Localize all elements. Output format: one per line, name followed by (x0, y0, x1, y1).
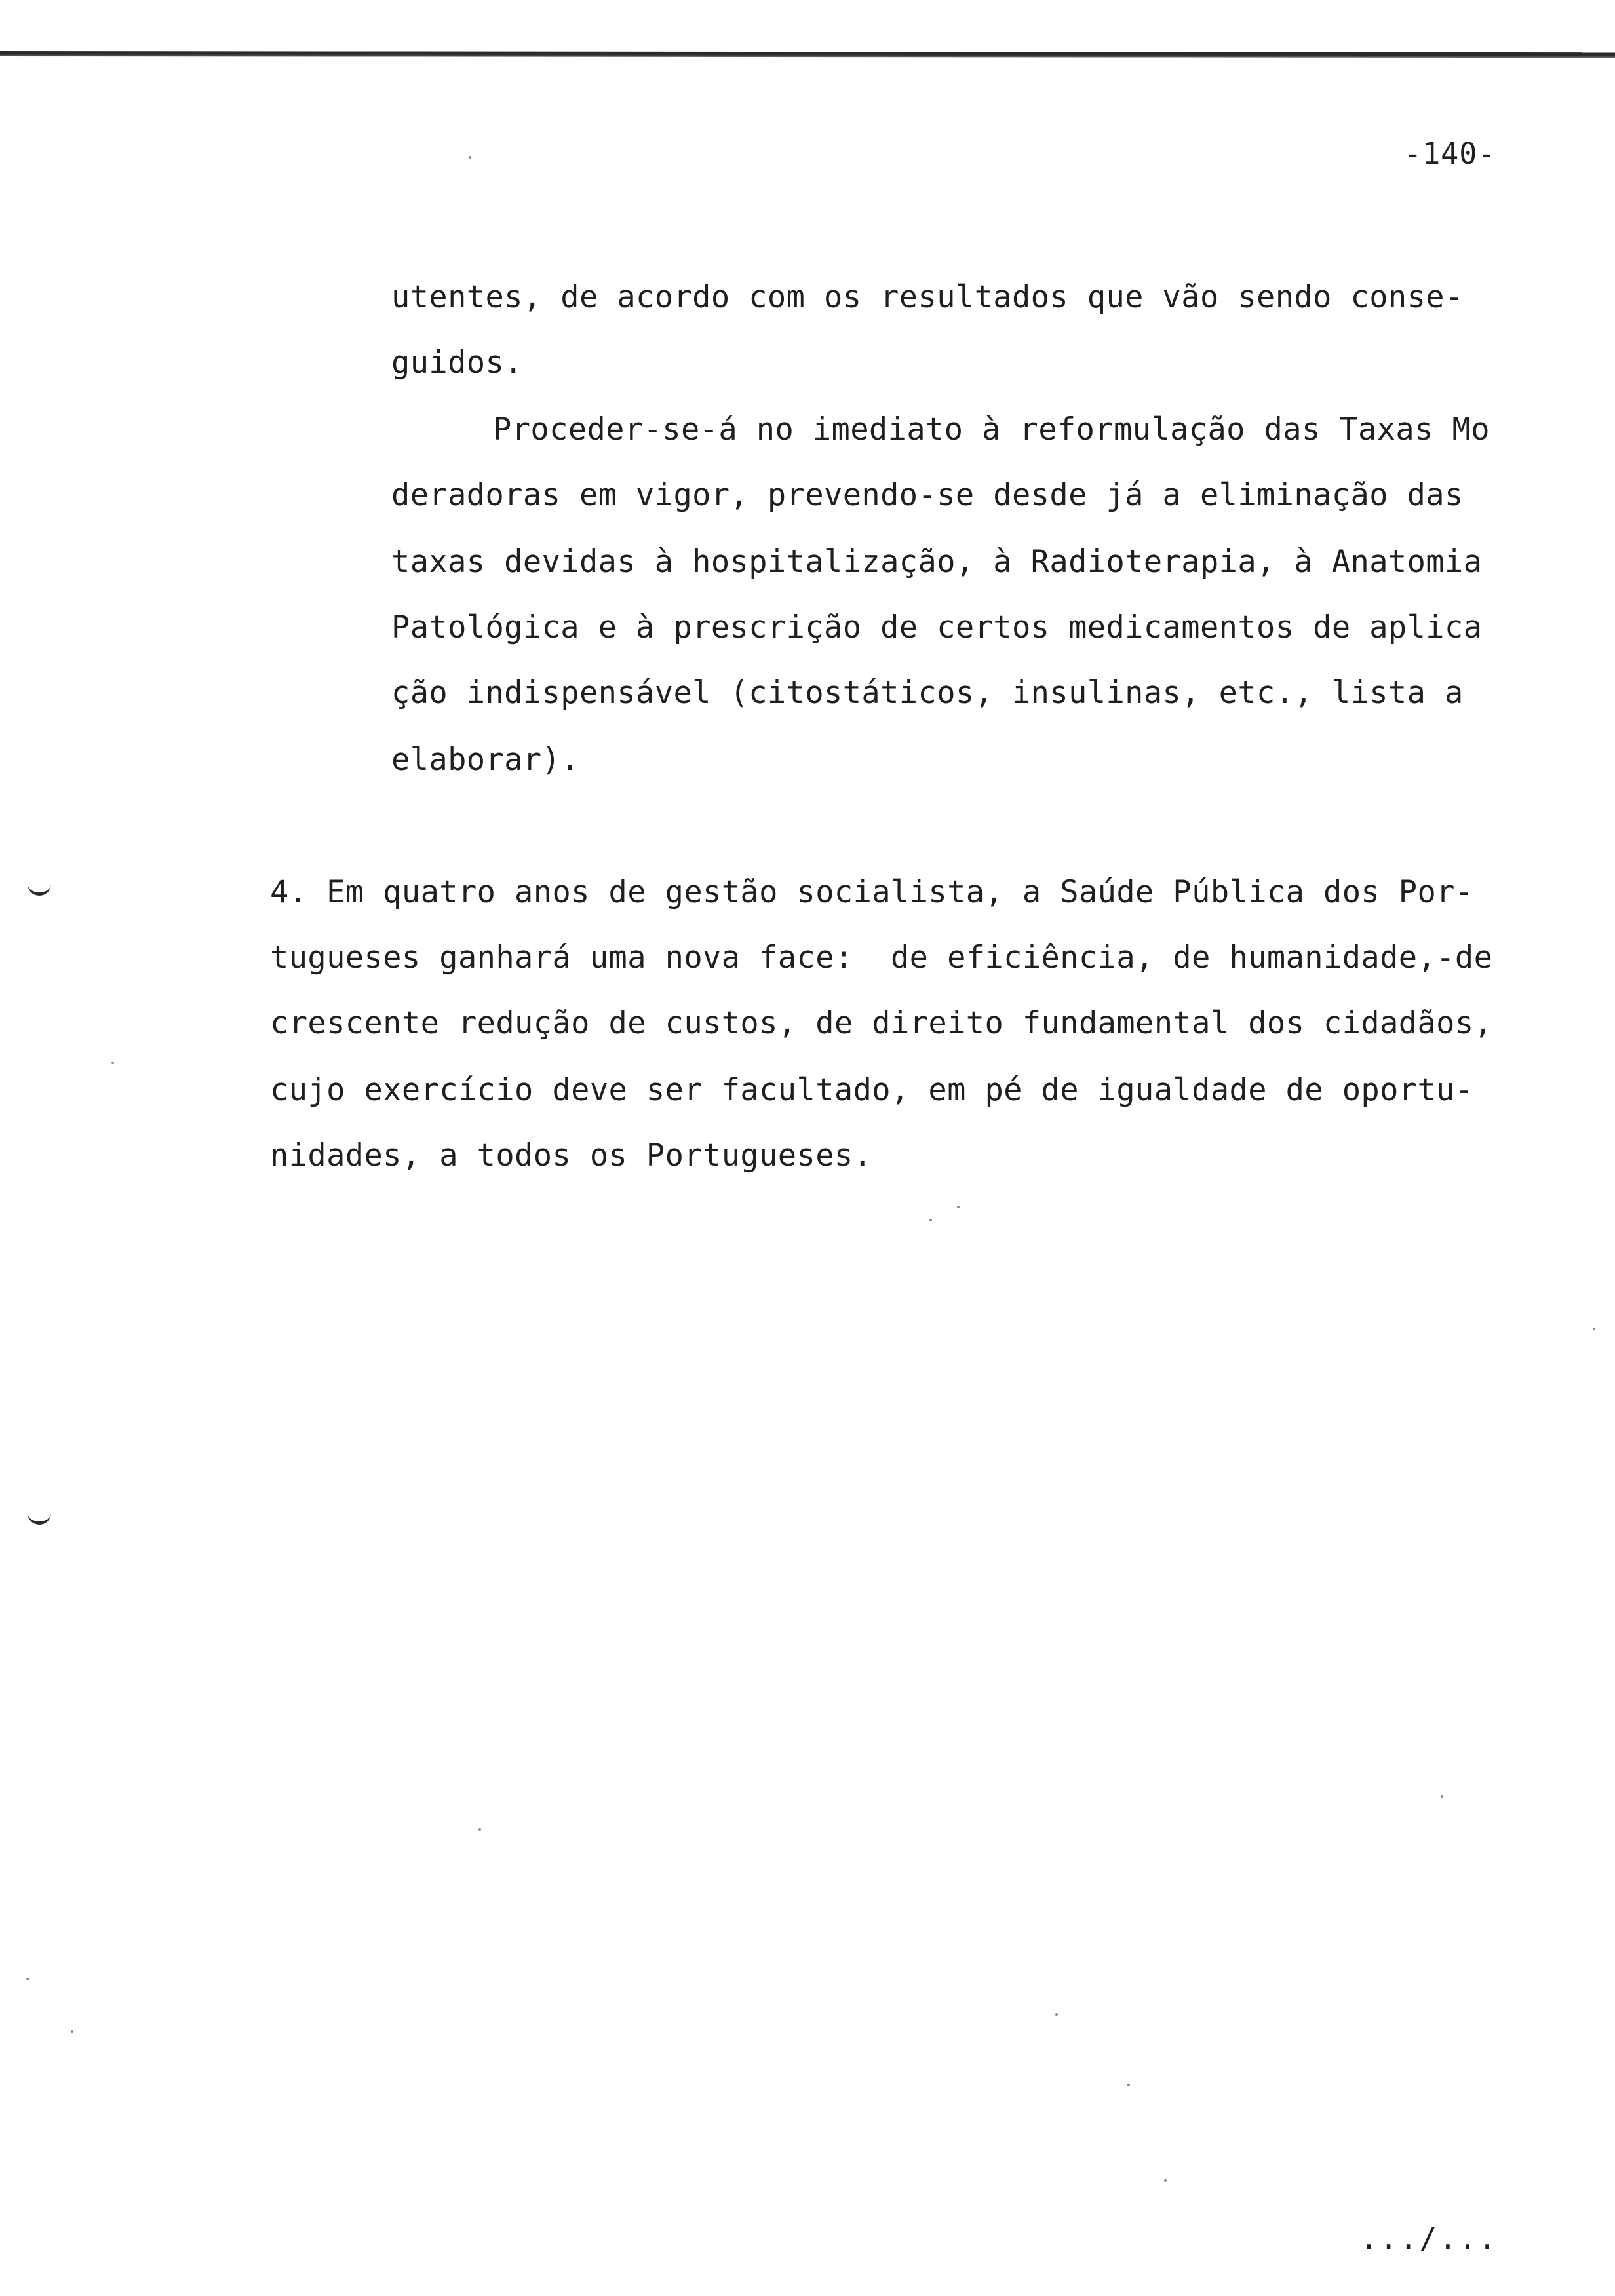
text-line: ção indispensável (citostáticos, insulinas, etc., lista a (391, 675, 1464, 711)
text-line: taxas devidas à hospitalização, à Radioterapia, à Anatomia (391, 544, 1483, 580)
text-line: elaborar). (391, 742, 579, 778)
text-line: crescente redução de custos, de direito fundamental dos cidadãos, (270, 1005, 1493, 1041)
text-line: nidades, a todos os Portugueses. (270, 1138, 872, 1174)
text-line: tugueses ganhará uma nova face: de eficiência, de humanidade,-de (270, 940, 1493, 976)
scan-speck (1441, 1795, 1443, 1798)
top-rule (0, 51, 1615, 58)
scan-speck (1164, 2179, 1167, 2182)
text-line: cujo exercício deve ser facultado, em pé de igualdade de oportu- (270, 1072, 1474, 1108)
text-line: utentes, de acordo com os resultados que vão sendo conse- (391, 279, 1464, 315)
hole-punch-mark (28, 1507, 51, 1525)
hole-punch-mark (28, 878, 51, 896)
text-line: Patológica e à prescrição de certos medicamentos de aplica (391, 609, 1483, 645)
page-number: -140- (1404, 136, 1496, 171)
scan-speck (111, 1062, 114, 1064)
scan-speck (469, 156, 471, 159)
text-line: deradoras em vigor, prevendo-se desde já a eliminação das (391, 477, 1464, 513)
scan-speck (71, 2030, 73, 2033)
scan-speck (1127, 2084, 1130, 2086)
scan-speck (26, 1978, 29, 1980)
scan-speck (957, 1206, 960, 1208)
scan-speck (929, 1219, 932, 1221)
scan-speck (1055, 2013, 1058, 2016)
text-line: 4. Em quatro anos de gestão socialista, a Saúde Pública dos Por- (270, 874, 1474, 910)
continuation-mark: .../... (1360, 2221, 1498, 2256)
text-line: Proceder-se-á no imediato à reformulação das Taxas Mo (493, 411, 1490, 448)
scan-speck (1593, 1328, 1595, 1330)
scan-speck (478, 1828, 481, 1831)
text-line: guidos. (391, 345, 523, 381)
